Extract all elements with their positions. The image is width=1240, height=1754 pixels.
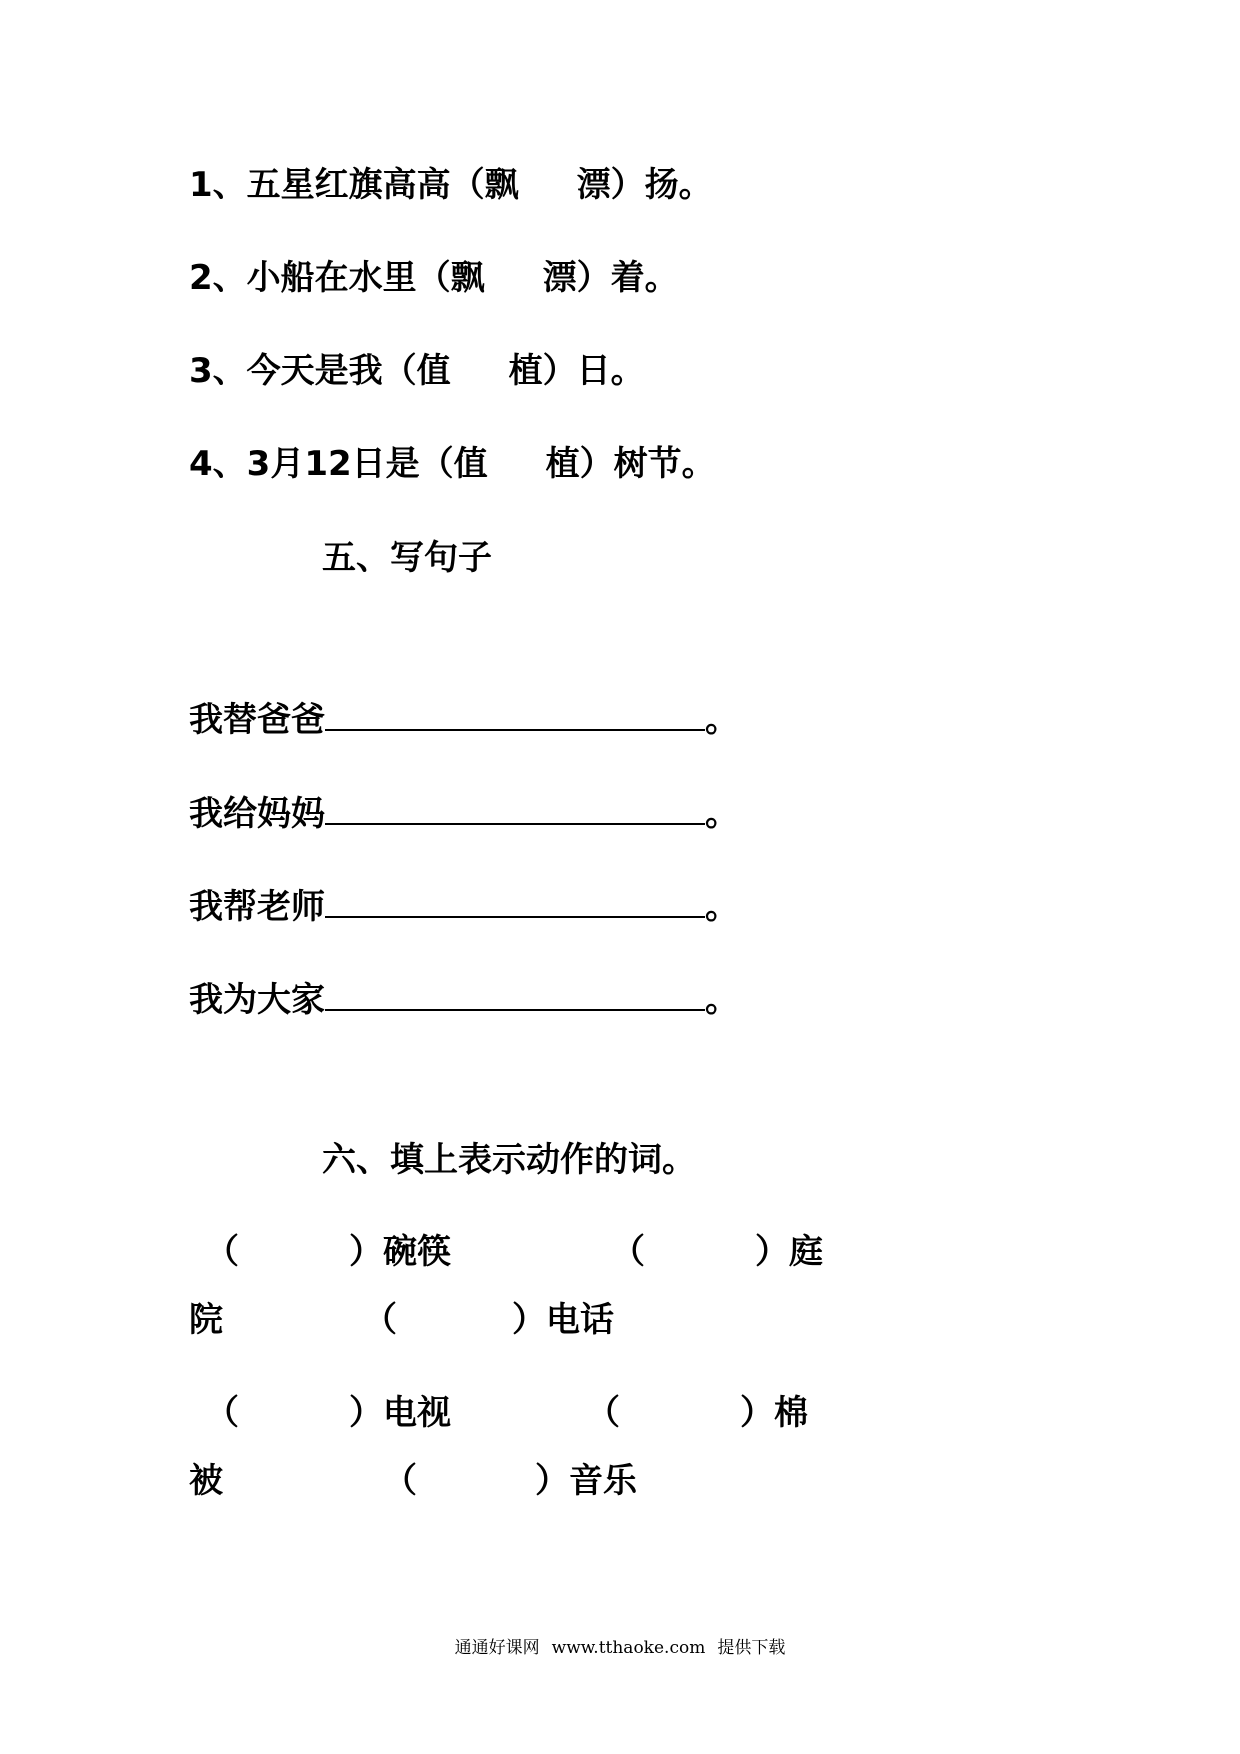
action-row-1: [205, 1232, 823, 1272]
open-paren: （: [383, 1461, 417, 1501]
choose-prefix: 3、今天是我（: [189, 351, 417, 391]
choose-suffix: ）树节。: [579, 444, 716, 484]
sentence-1: [189, 700, 739, 740]
choose-line-3: [189, 351, 645, 391]
section-6-title: 六、填上表示动作的词。: [322, 1140, 696, 1180]
choose-suffix: ）着。: [576, 258, 679, 298]
sentence-4: [189, 980, 739, 1020]
sentence-end: 。: [705, 980, 739, 1020]
sentence-start: 我为大家: [189, 980, 325, 1020]
page-footer: [0, 1636, 1240, 1660]
choose-prefix: 4、3月12日是（: [189, 444, 454, 484]
open-paren: （: [205, 1393, 239, 1433]
option-2: 漂: [576, 165, 611, 205]
open-paren: （: [611, 1232, 645, 1272]
option-1: 飘: [450, 258, 485, 298]
footer-site-name: 通通好课网: [454, 1638, 540, 1658]
object-text: ）音乐: [535, 1461, 637, 1501]
choose-suffix: ）扬。: [610, 165, 713, 205]
object-text: ）电话: [512, 1300, 614, 1340]
sentence-end: 。: [705, 794, 739, 834]
choose-line-4: [189, 444, 716, 484]
section-5-title: 五、写句子: [322, 538, 492, 578]
choose-suffix: ）日。: [542, 351, 645, 391]
action-row-3: [205, 1393, 808, 1433]
open-paren: （: [205, 1232, 239, 1272]
footer-note: 提供下载: [717, 1638, 786, 1658]
choose-prefix: 2、小船在水里（: [189, 258, 451, 298]
option-1: 值: [453, 444, 488, 484]
action-row-2: [189, 1300, 614, 1340]
open-paren: （: [586, 1393, 620, 1433]
object-text: ）庭: [755, 1232, 823, 1272]
open-paren: （: [363, 1300, 397, 1340]
option-1: 飘: [484, 165, 519, 205]
sentence-3: [189, 887, 739, 927]
footer-url[interactable]: www.tthaoke.com: [551, 1638, 706, 1658]
action-row-4: [189, 1461, 637, 1501]
object-text: 院: [189, 1300, 223, 1340]
choose-line-1: [189, 165, 713, 205]
sentence-start: 我帮老师: [189, 887, 325, 927]
object-text: 被: [189, 1461, 223, 1501]
choose-line-2: [189, 258, 679, 298]
sentence-end: 。: [705, 887, 739, 927]
sentence-start: 我给妈妈: [189, 794, 325, 834]
choose-prefix: 1、五星红旗高高（: [189, 165, 485, 205]
answer-blank[interactable]: [325, 888, 705, 918]
object-text: ）碗筷: [349, 1232, 451, 1272]
answer-blank[interactable]: [325, 701, 705, 731]
sentence-start: 我替爸爸: [189, 700, 325, 740]
object-text: ）电视: [349, 1393, 451, 1433]
option-2: 漂: [542, 258, 577, 298]
answer-blank[interactable]: [325, 795, 705, 825]
sentence-2: [189, 794, 739, 834]
object-text: ）棉: [740, 1393, 808, 1433]
option-1: 值: [416, 351, 451, 391]
answer-blank[interactable]: [325, 981, 705, 1011]
sentence-end: 。: [705, 700, 739, 740]
option-2: 植: [545, 444, 580, 484]
option-2: 植: [508, 351, 543, 391]
